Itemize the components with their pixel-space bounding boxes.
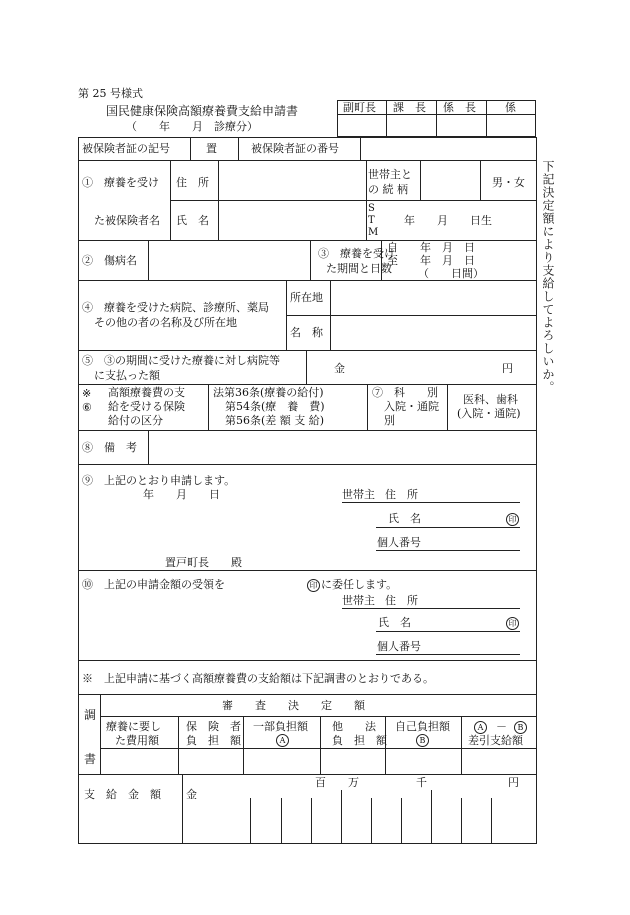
calc-col1-1: 療養に要し	[106, 720, 161, 733]
hospital-location-label: 所在地	[290, 291, 323, 304]
benefit-mark: ※	[82, 387, 92, 400]
benefit-type-1: ⑦ 科 別	[372, 386, 438, 399]
benefit-label-3: 給付の区分	[108, 414, 163, 427]
period-to: 至 年 月 日	[387, 254, 475, 267]
form-title: 国民健康保険高額療養費支給申請書	[106, 104, 299, 118]
insured-cert-symbol-label: 被保険者証の記号	[82, 142, 170, 155]
insured-cert-number-label: 被保険者証の番号	[251, 142, 339, 155]
digit-divider	[250, 798, 251, 844]
payment-label-1: ⑤ ③の期間に受けた療養に対し病院等	[82, 354, 280, 367]
calc-col5-b-mark: B	[416, 734, 429, 747]
benefit-law-56: 第56条(差 額 支 給)	[225, 414, 325, 427]
era-taisho: T	[368, 215, 375, 226]
calc-col5-1: 自己負担額	[395, 720, 450, 733]
delegate-text-1: ⑩ 上記の申請金額の受領を	[82, 578, 225, 591]
patient-label-top: ① 療養を受け	[82, 176, 159, 189]
calc-col2-2: 負 担 額	[186, 734, 241, 747]
patient-address-label: 住 所	[176, 176, 209, 189]
hospital-name-label: 名 称	[290, 326, 323, 339]
approval-subsection-chief: 係 長	[443, 101, 476, 114]
digit-divider	[341, 790, 342, 844]
remarks-label: ⑧ 備 考	[82, 441, 137, 454]
disease-label: ② 傷病名	[82, 254, 137, 267]
apply-seal-icon: 印	[506, 513, 519, 526]
digit-divider	[491, 798, 492, 844]
relation-label-2: の 続 柄	[368, 183, 408, 196]
period-from: 自 年 月 日	[387, 241, 475, 254]
payout-unit-million: 百 万	[315, 776, 359, 789]
period-label-1: ③ 療養を受け	[318, 247, 395, 260]
apply-address-label: 住 所	[385, 488, 418, 501]
relation-label-1: 世帯主と	[368, 168, 412, 181]
calc-col6-2: 差引支給額	[468, 734, 523, 747]
digit-divider	[371, 798, 372, 844]
hospital-label-1: ④ 療養を受けた病院、診療所、薬局	[82, 301, 269, 314]
delegate-text-2: に委任します。	[321, 578, 398, 591]
patient-label-bottom: た被保険者名	[94, 214, 160, 227]
birth-date: 年 月 日生	[404, 214, 492, 227]
digit-divider	[281, 798, 282, 844]
calc-col6-a-mark: A	[474, 721, 487, 734]
insured-cert-place: 置	[206, 142, 217, 155]
calc-col6-minus: －	[496, 720, 507, 733]
era-showa: S	[368, 203, 375, 214]
payout-unit-yen: 円	[508, 776, 519, 789]
digit-divider	[311, 798, 312, 844]
form-number: 第 25 号様式	[78, 87, 143, 100]
calc-col2-1: 保 険 者	[186, 720, 241, 733]
form-subtitle: （ 年 月 診療分）	[126, 120, 258, 133]
calc-header: 審 査 決 定 額	[222, 699, 365, 712]
benefit-dental-2: (入院・通院)	[457, 407, 521, 420]
delegate-address-label: 住 所	[385, 594, 418, 607]
benefit-type-3: 別	[384, 414, 395, 427]
period-label-2: た期間と日数	[326, 262, 392, 275]
decision-side-note: 下記決定額により支給してよろしいか。	[541, 160, 555, 394]
apply-householder: 世帯主	[342, 488, 375, 501]
payout-label: 支 給 金 額	[84, 788, 161, 801]
calc-col4-1: 他 法	[332, 720, 376, 733]
benefit-label-2: 給を受ける保険	[108, 400, 185, 413]
digit-divider	[461, 798, 462, 844]
calc-col1-2: た費用額	[115, 734, 159, 747]
calc-col6-b-mark: B	[514, 721, 527, 734]
approval-staff: 係	[505, 101, 516, 114]
digit-divider	[431, 790, 432, 844]
benefit-law-36: 法第36条(療養の給付)	[213, 386, 324, 399]
approval-section-chief: 課 長	[393, 101, 426, 114]
delegate-my-number-label: 個人番号	[377, 640, 421, 653]
digit-divider	[401, 798, 402, 844]
apply-date: 年 月 日	[143, 488, 220, 501]
patient-name-label: 氏 名	[176, 214, 209, 227]
payment-kin: 金	[334, 362, 345, 375]
era-meiji: M	[368, 227, 379, 238]
apply-my-number-label: 個人番号	[377, 536, 421, 549]
payment-yen: 円	[502, 362, 513, 375]
delegate-householder: 世帯主	[342, 594, 375, 607]
delegate-seal-icon: 印	[307, 579, 320, 592]
delegate-name-label: 氏 名	[378, 616, 411, 629]
benefit-label-1: 高額療養費の支	[108, 386, 185, 399]
gender-choice: 男・女	[492, 176, 525, 189]
calc-side-1: 調	[84, 708, 97, 722]
calc-side-2: 書	[84, 752, 97, 766]
calc-col3-1: 一部負担額	[253, 720, 308, 733]
period-days: （ 日間）	[418, 267, 484, 280]
benefit-law-54: 第54条(療 養 費)	[225, 400, 325, 413]
payment-label-2: に支払った額	[94, 369, 160, 382]
payout-unit-thousand: 千	[416, 776, 427, 789]
hospital-label-2: その他の者の名称及び所在地	[94, 316, 237, 329]
benefit-dental-1: 医科、歯科	[463, 393, 518, 406]
apply-name-label: 氏 名	[388, 512, 421, 525]
delegate-seal-icon-2: 印	[506, 617, 519, 630]
payout-kin: 金	[186, 788, 197, 801]
benefit-type-2: 入院・通院	[384, 400, 439, 413]
apply-addressee: 置戸町長 殿	[165, 556, 242, 569]
approval-vice-mayor: 副町長	[343, 101, 376, 114]
calc-col3-a-mark: A	[276, 734, 289, 747]
calc-notice: ※ 上記申請に基づく高額療養費の支給額は下記調書のとおりである。	[82, 672, 434, 685]
calc-col4-2: 負 担 額	[332, 734, 387, 747]
apply-text: ⑨ 上記のとおり申請します。	[82, 474, 236, 487]
benefit-num: ⑥	[82, 401, 92, 414]
